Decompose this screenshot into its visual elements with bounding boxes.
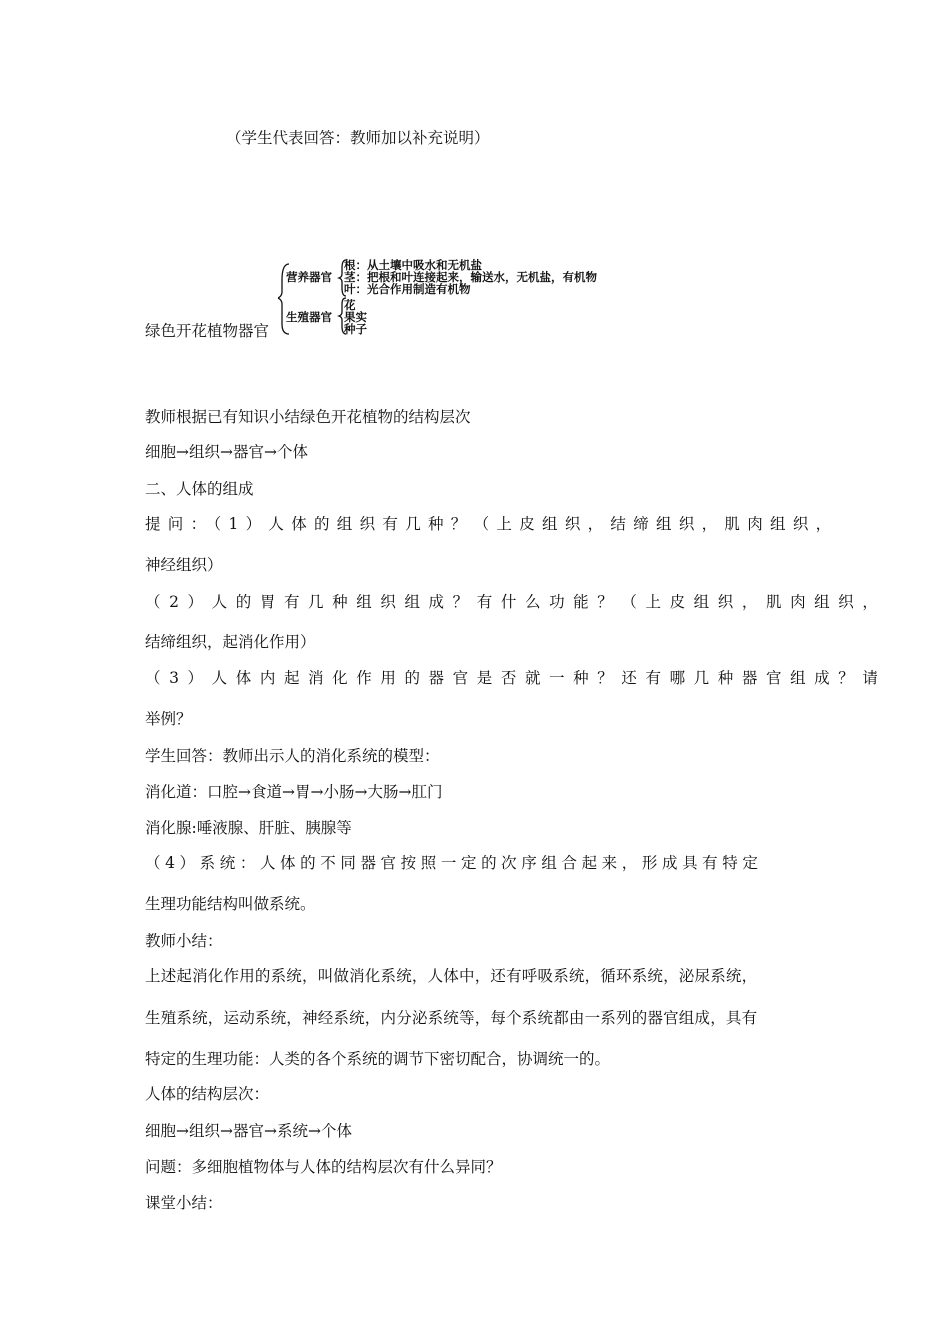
question-2: （2）人的胃有几种组织组成？有什么功能？（上皮组织，肌肉组织， <box>145 593 887 611</box>
digestive-tract: 消化道：口腔→食道→胃→小肠→大肠→肛门 <box>145 783 443 801</box>
paragraph: 细胞→组织→器官→系统→个体 <box>145 1122 352 1140</box>
leaf-function: 叶：光合作用制造有机物 <box>344 282 471 296</box>
paragraph: 举例？ <box>145 710 192 728</box>
vegetative-organ-label: 营养器官 <box>286 270 332 284</box>
paragraph: 生理功能结构叫做系统。 <box>145 895 316 913</box>
paragraph: 教师根据已有知识小结绿色开花植物的结构层次 <box>145 408 471 426</box>
paragraph: 课堂小结： <box>145 1194 223 1212</box>
seed-label: 种子 <box>344 322 367 336</box>
question-3: （3）人体内起消化作用的器官是否就一种？还有哪几种器官组成？请 <box>145 669 887 687</box>
intro-note: （学生代表回答：教师加以补充说明） <box>226 129 490 147</box>
paragraph: 神经组织） <box>145 556 223 574</box>
paragraph: 结缔组织，起消化作用） <box>145 633 316 651</box>
digestive-glands: 消化腺:唾液腺、肝脏、胰腺等 <box>145 819 352 837</box>
diagram-root-label: 绿色开花植物器官 <box>145 322 270 340</box>
paragraph: 上述起消化作用的系统，叫做消化系统，人体中，还有呼吸系统，循环系统，泌尿系统， <box>145 967 758 985</box>
stem-function: 茎：把根和叶连接起来，输送水，无机盐，有机物 <box>344 270 597 284</box>
flower-label: 花 <box>344 298 356 312</box>
question-1: 提问：（1）人体的组织有几种？（上皮组织，结缔组织，肌肉组织， <box>145 515 839 533</box>
section-heading: 二、人体的组成 <box>145 480 254 498</box>
paragraph: 细胞→组织→器官→个体 <box>145 443 308 461</box>
paragraph: 特定的生理功能：人类的各个系统的调节下密切配合，协调统一的。 <box>145 1050 611 1068</box>
reproductive-organ-label: 生殖器官 <box>286 310 332 324</box>
fruit-label: 果实 <box>344 310 367 324</box>
plant-organ-diagram <box>278 256 678 336</box>
paragraph: 生殖系统，运动系统，神经系统，内分泌系统等，每个系统都由一系列的器官组成，具有 <box>145 1009 758 1027</box>
paragraph: 问题：多细胞植物体与人体的结构层次有什么异同？ <box>145 1158 502 1176</box>
root-function: 根：从土壤中吸水和无机盐 <box>344 258 482 272</box>
question-4: （4）系统：人体的不同器官按照一定的次序组合起来，形成具有特定 <box>145 854 763 872</box>
paragraph: 教师小结： <box>145 932 223 950</box>
paragraph: 人体的结构层次： <box>145 1085 270 1103</box>
paragraph: 学生回答：教师出示人的消化系统的模型： <box>145 747 440 765</box>
